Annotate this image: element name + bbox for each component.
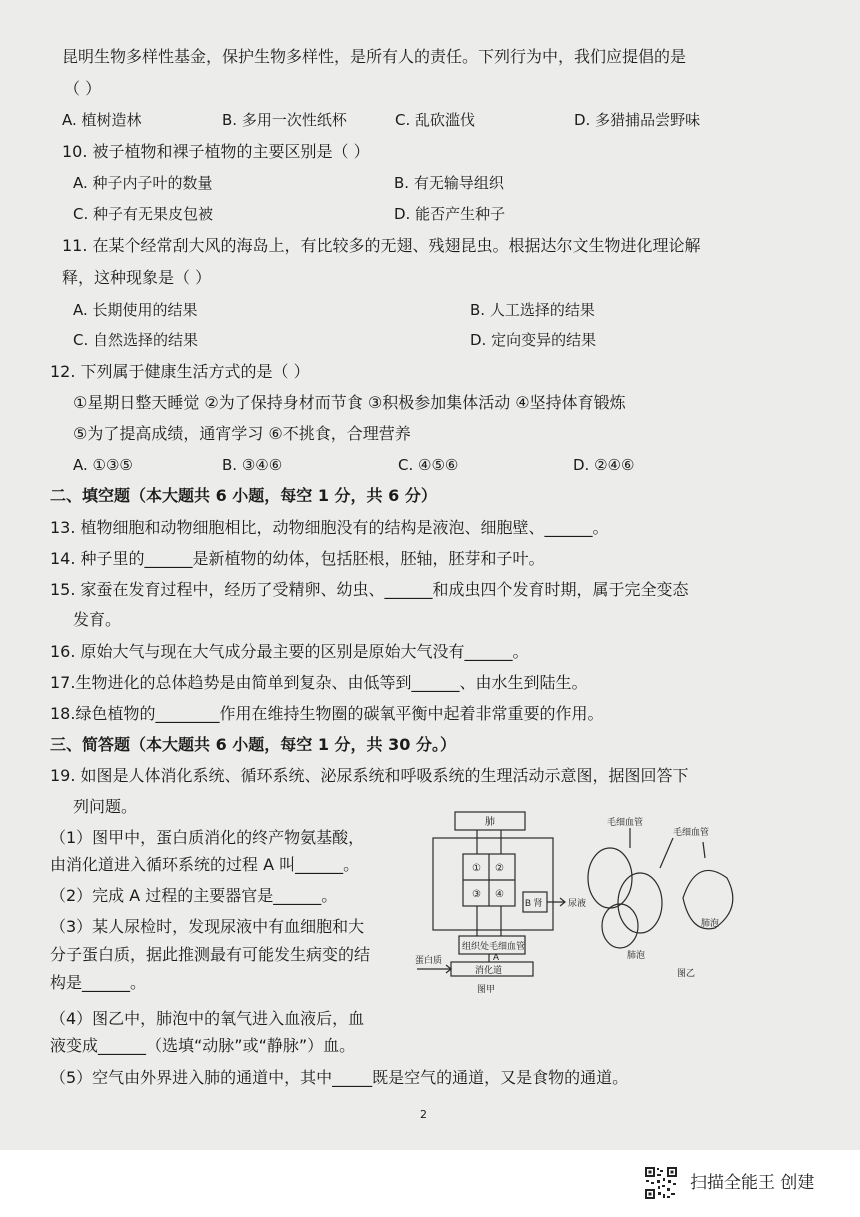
q9-option-a: A. 植树造林 bbox=[62, 111, 142, 129]
label-process-a: A bbox=[493, 952, 500, 962]
q19-4: （4）图乙中，肺泡中的氧气进入血液后，血 bbox=[50, 1009, 365, 1028]
section-2-heading: 二、填空题（本大题共 6 小题，每空 1 分，共 6 分） bbox=[50, 486, 437, 505]
q16: 16. 原始大气与现在大气成分最主要的区别是原始大气没有______。 bbox=[50, 642, 529, 661]
heart-chamber-1: ① bbox=[472, 863, 481, 874]
q15-cont: 发育。 bbox=[73, 610, 122, 629]
q19-stem: 19. 如图是人体消化系统、循环系统、泌尿系统和呼吸系统的生理活动示意图，据图回答下 bbox=[50, 766, 689, 785]
label-digestive-tract: 消化道 bbox=[475, 965, 503, 975]
scanner-watermark-text: 扫描全能王 创建 bbox=[690, 1173, 815, 1193]
circulation-loop bbox=[433, 838, 553, 930]
qr-code-icon bbox=[644, 1166, 678, 1200]
q10-option-b: B. 有无输导组织 bbox=[394, 174, 504, 192]
q17: 17.生物进化的总体趋势是由简单到复杂、由低等到______、由水生到陆生。 bbox=[50, 673, 588, 692]
q12-option-c: C. ④⑤⑥ bbox=[398, 456, 459, 474]
q12-items-2: ⑤为了提高成绩，通宵学习 ⑥不挑食，合理营养 bbox=[73, 424, 411, 443]
q10-stem: 10. 被子植物和裸子植物的主要区别是（ ） bbox=[62, 142, 370, 161]
q18: 18.绿色植物的________作用在维持生物圈的碳氧平衡中起着非常重要的作用。 bbox=[50, 704, 604, 723]
label-tissue-capillary: 组织处毛细血管 bbox=[462, 941, 526, 951]
q12-stem: 12. 下列属于健康生活方式的是（ ） bbox=[50, 362, 310, 381]
q14: 14. 种子里的______是新植物的幼体，包括胚根，胚轴，胚芽和子叶。 bbox=[50, 549, 545, 568]
label-capillary-1: 毛细血管 bbox=[607, 817, 644, 827]
q9-option-c: C. 乱砍滥伐 bbox=[395, 111, 476, 129]
q9-stem: 昆明生物多样性基金，保护生物多样性，是所有人的责任。下列行为中，我们应提倡的是 bbox=[62, 47, 687, 66]
q12-option-b: B. ③④⑥ bbox=[222, 456, 283, 474]
label-alveolus-2: 肺泡 bbox=[701, 918, 720, 928]
q12-items-1: ①星期日整天睡觉 ②为了保持身材而节食 ③积极参加集体活动 ④坚持体育锻炼 bbox=[73, 393, 626, 412]
q19-4-cont: 液变成______（选填“动脉”或“静脉”）血。 bbox=[50, 1036, 356, 1055]
q19-2: （2）完成 A 过程的主要器官是______。 bbox=[50, 886, 338, 905]
q19-1: （1）图甲中，蛋白质消化的终产物氨基酸， bbox=[50, 828, 365, 847]
q10-option-a: A. 种子内子叶的数量 bbox=[73, 174, 213, 192]
q19-3-cont: 分子蛋白质，据此推测最有可能发生病变的结 bbox=[50, 945, 371, 964]
scanner-watermark bbox=[644, 1166, 844, 1200]
q11-stem: 11. 在某个经常刮大风的海岛上，有比较多的无翅、残翅昆虫。根据达尔文生物进化理论解 bbox=[62, 236, 701, 255]
label-urine: 尿液 bbox=[568, 898, 587, 908]
q11-option-c: C. 自然选择的结果 bbox=[73, 331, 199, 349]
label-figure-yi: 图乙 bbox=[677, 968, 696, 978]
q19-stem-cont: 列问题。 bbox=[73, 797, 138, 816]
label-figure-jia: 图甲 bbox=[477, 984, 496, 994]
section-3-heading: 三、简答题（本大题共 6 小题，每空 1 分，共 30 分。） bbox=[50, 735, 456, 754]
q19-3-cont2: 构是______。 bbox=[50, 973, 147, 992]
q12-option-d: D. ②④⑥ bbox=[573, 456, 635, 474]
heart-chamber-3: ③ bbox=[472, 889, 481, 900]
q12-option-a: A. ①③⑤ bbox=[73, 456, 133, 474]
q9-blank: （ ） bbox=[64, 79, 102, 98]
q11-option-a: A. 长期使用的结果 bbox=[73, 301, 198, 319]
page-number: 2 bbox=[420, 1108, 427, 1121]
q10-option-d: D. 能否产生种子 bbox=[394, 205, 506, 223]
label-capillary-2: 毛细血管 bbox=[673, 827, 710, 837]
q10-option-c: C. 种子有无果皮包被 bbox=[73, 205, 214, 223]
label-alveolus-1: 肺泡 bbox=[627, 950, 646, 960]
q9-option-b: B. 多用一次性纸杯 bbox=[222, 111, 347, 129]
q19-5: （5）空气由外界进入肺的通道中，其中_____既是空气的通道，又是食物的通道。 bbox=[50, 1068, 629, 1087]
label-kidney: B 肾 bbox=[525, 898, 543, 908]
q11-option-d: D. 定向变异的结果 bbox=[470, 331, 597, 349]
alveoli-cluster bbox=[588, 848, 632, 908]
q19-1-cont: 由消化道进入循环系统的过程 A 叫______。 bbox=[50, 855, 360, 874]
heart-chamber-2: ② bbox=[495, 863, 504, 874]
q15: 15. 家蚕在发育过程中，经历了受精卵、幼虫、______和成虫四个发育时期，属于完全变态 bbox=[50, 580, 689, 599]
label-protein: 蛋白质 bbox=[415, 955, 443, 965]
label-lung: 肺 bbox=[485, 817, 495, 828]
q11-option-b: B. 人工选择的结果 bbox=[470, 301, 595, 319]
q9-option-d: D. 多猎捕品尝野味 bbox=[574, 111, 701, 129]
q19-3: （3）某人尿检时，发现尿液中有血细胞和大 bbox=[50, 917, 365, 936]
physiology-diagram bbox=[415, 808, 745, 1023]
q11-stem-cont: 释，这种现象是（ ） bbox=[62, 268, 212, 287]
q13: 13. 植物细胞和动物细胞相比，动物细胞没有的结构是液泡、细胞壁、______。 bbox=[50, 518, 609, 537]
heart-chamber-4: ④ bbox=[495, 889, 504, 900]
